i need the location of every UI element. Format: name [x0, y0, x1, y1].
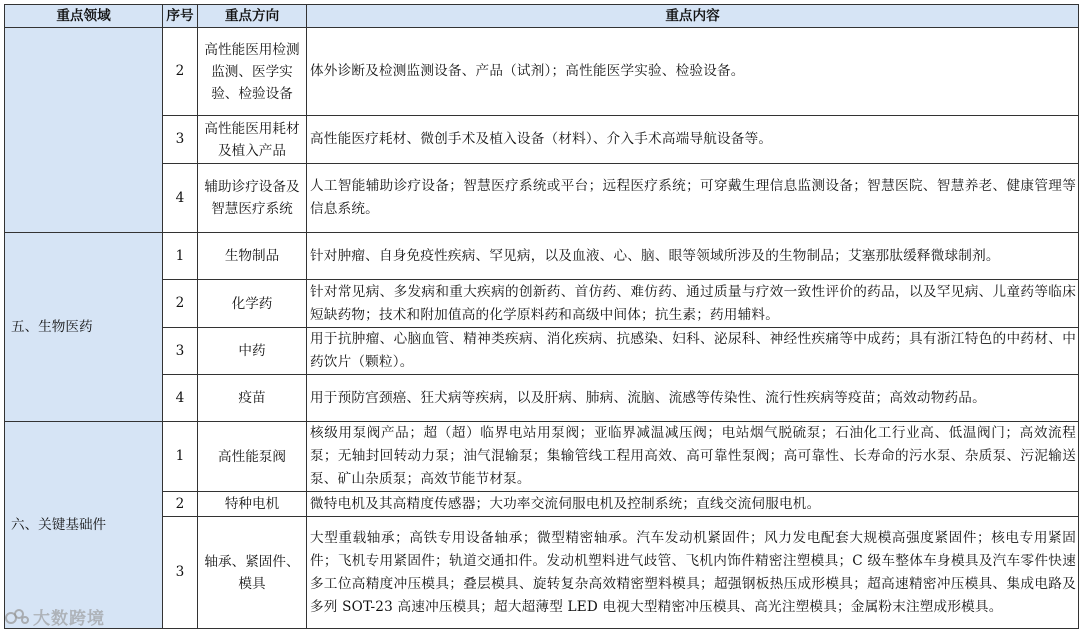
- table-row: [5, 233, 1079, 280]
- row-content: 微特电机及其高精度传感器；大功率交流伺服电机及控制系统；直线交流伺服电机。: [307, 492, 1079, 517]
- table-row: [5, 375, 1079, 422]
- row-direction: 高性能医用耗材及植入产品: [198, 116, 307, 164]
- row-content: 人工智能辅助诊疗设备；智慧医疗系统或平台；远程医疗系统；可穿戴生理信息监测设备；智慧医院、智慧养老、健康管理等信息系统。: [307, 164, 1079, 233]
- row-content: 用于抗肿瘤、心脑血管、精神类疾病、消化疾病、抗感染、妇科、泌尿科、神经性疾痛等中成药；具有浙江特色的中药材、中药饮片（颗粒）。: [307, 328, 1079, 375]
- row-num: 4: [163, 375, 198, 422]
- area-cell: 五、生物医药: [5, 233, 163, 422]
- watermark-text: 大数跨境: [33, 609, 105, 629]
- row-num: 1: [163, 233, 198, 280]
- header-direction: 重点方向: [198, 5, 307, 28]
- row-content: 高性能医疗耗材、微创手术及植入设备（材料）、介入手术高端导航设备等。: [307, 116, 1079, 164]
- row-content: 体外诊断及检测监测设备、产品（试剂）；高性能医学实验、检验设备。: [307, 28, 1079, 116]
- row-num: 4: [163, 164, 198, 233]
- table-row: [5, 422, 1079, 492]
- header-num: 序号: [163, 5, 198, 28]
- table-row: [5, 280, 1079, 328]
- policy-table: [4, 4, 1079, 629]
- row-num: 3: [163, 517, 198, 629]
- row-num: 2: [163, 492, 198, 517]
- row-direction: 特种电机: [198, 492, 307, 517]
- table-row: [5, 28, 1079, 116]
- table-row: [5, 328, 1079, 375]
- row-direction: 生物制品: [198, 233, 307, 280]
- table-row: [5, 164, 1079, 233]
- row-direction: 轴承、紧固件、模具: [198, 517, 307, 629]
- row-num: 1: [163, 422, 198, 492]
- row-num: 3: [163, 116, 198, 164]
- area-cell: [5, 28, 163, 233]
- row-num: 2: [163, 28, 198, 116]
- row-direction: 高性能泵阀: [198, 422, 307, 492]
- row-direction: 中药: [198, 328, 307, 375]
- row-direction: 高性能医用检测监测、医学实验、检验设备: [198, 28, 307, 116]
- row-num: 3: [163, 328, 198, 375]
- row-content: 核级用泵阀产品；超（超）临界电站用泵阀；亚临界减温减压阀；电站烟气脱硫泵；石油化工行业高、低温阀门；高效流程泵；无轴封回转动力泵；油气混输泵；集输管线工程用高效、高可靠性泵阀；高可靠性、长寿命的污水泵、杂质泵、污泥输送泵、矿山杂质泵；高效节能节材泵。: [307, 422, 1079, 492]
- table-row: [5, 517, 1079, 629]
- row-content: 针对常见病、多发病和重大疾病的创新药、首仿药、难仿药、通过质量与疗效一致性评价的药品，以及罕见病、儿童药等临床短缺药物；技术和附加值高的化学原料药和高级中间体；抗生素；药用辅料。: [307, 280, 1079, 328]
- row-num: 2: [163, 280, 198, 328]
- table-row: [5, 492, 1079, 517]
- area-cell: 六、关键基础件: [5, 422, 163, 629]
- row-content: 用于预防宫颈癌、狂犬病等疾病，以及肝病、肺病、流脑、流感等传染性、流行性疾病等疫苗；高效动物药品。: [307, 375, 1079, 422]
- row-direction: 辅助诊疗设备及智慧医疗系统: [198, 164, 307, 233]
- header-row: [5, 5, 1079, 28]
- table-row: [5, 116, 1079, 164]
- row-direction: 化学药: [198, 280, 307, 328]
- header-area: 重点领域: [5, 5, 163, 28]
- row-content: 针对肿瘤、自身免疫性疾病、罕见病，以及血液、心、脑、眼等领域所涉及的生物制品；艾塞那肽缓释微球制剂。: [307, 233, 1079, 280]
- header-content: 重点内容: [307, 5, 1079, 28]
- row-content: 大型重载轴承；高铁专用设备轴承；微型精密轴承。汽车发动机紧固件；风力发电配套大规模高强度紧固件；核电专用紧固件；飞机专用紧固件；轨道交通扣件。发动机塑料进气歧管、飞机内饰件精密注塑模具；C 级车整体车身模具及汽车零件快速多工位高精度冲压模具；叠层模具、旋转复杂高效精密塑料模具；超强钢板热压成形模具；超高速精密冲压模具、集成电路及多列 SOT-23 高速冲压模具；超大超薄型 LED 电视大型精密冲压模具、高光注塑模具；金属粉末注塑成形模具。: [307, 517, 1079, 629]
- row-direction: 疫苗: [198, 375, 307, 422]
